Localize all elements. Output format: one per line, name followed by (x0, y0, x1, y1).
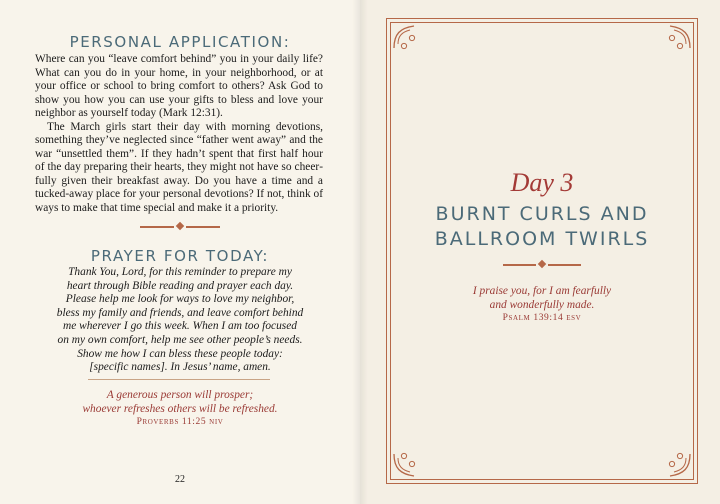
psalm-reference: Psalm 139:14 esv (502, 313, 582, 323)
verse-rule (88, 379, 270, 380)
chapter-title (386, 202, 698, 252)
verse-line: A generous person will prosper; (106, 389, 254, 401)
application-paragraph-1: Where can you “leave comfort behind” you in your daily life? What can you do in your home, in your neighborhood, or at your office or school to bring comfort to others? Ask God to show you how you can use your gifts to bless and love your neighbor as yourself today (Mark 12:31). (35, 53, 323, 119)
prayer-heading: PRAYER FOR TODAY: (90, 247, 270, 265)
prayer-line: Thank You, Lord, for this reminder to prepare my (68, 266, 292, 278)
prayer-text (40, 266, 320, 375)
book-gutter (352, 0, 368, 504)
proverbs-verse (40, 389, 320, 416)
prayer-line: bless my family and friends, and leave comfort behind (56, 306, 304, 319)
chapter-title-line: BURNT CURLS AND (435, 203, 649, 225)
prayer-line: [specific names]. In Jesus’ name, amen. (89, 361, 271, 374)
prayer-line: heart through Bible reading and prayer each day. (66, 279, 294, 292)
title-divider-ornament (503, 260, 581, 270)
verse-line: I praise you, for I am fearfully (472, 285, 612, 297)
application-paragraph-2: The March girls start their day with morning devotions, something they’ve neglected since “father went away” and the war “unsettled them”. If they hadn’t spent that first half hour of the day preparing their hearts, they might not have so cheerfully given their breakfast away. Do you have a time and a tucked-away place for your personal devotions? If not, think of ways to make that time special and make it a priority. (35, 120, 323, 214)
psalm-verse (386, 285, 698, 312)
prayer-line: me wherever I go this week. When I am too focused (63, 320, 297, 333)
chapter-title-line: BALLROOM TWIRLS (434, 228, 650, 250)
verse-line: whoever refreshes others will be refreshed. (82, 402, 278, 415)
section-divider-ornament (140, 222, 220, 232)
proverbs-reference: Proverbs 11:25 niv (136, 417, 224, 427)
corner-flourish-icon (392, 24, 418, 50)
corner-flourish-icon (666, 452, 692, 478)
verse-line: and wonderfully made. (489, 298, 595, 311)
page-number: 22 (175, 474, 185, 485)
prayer-line: Show me how I can bless these people today: (77, 347, 283, 360)
application-body (35, 53, 323, 215)
corner-flourish-icon (666, 24, 692, 50)
personal-application-heading: PERSONAL APPLICATION: (69, 33, 291, 51)
prayer-line: Please help me look for ways to love my neighbor, (65, 293, 295, 306)
prayer-line: on my own comfort, help me see other people’s needs. (57, 333, 303, 346)
corner-flourish-icon (392, 452, 418, 478)
day-label: Day 3 (510, 168, 574, 197)
